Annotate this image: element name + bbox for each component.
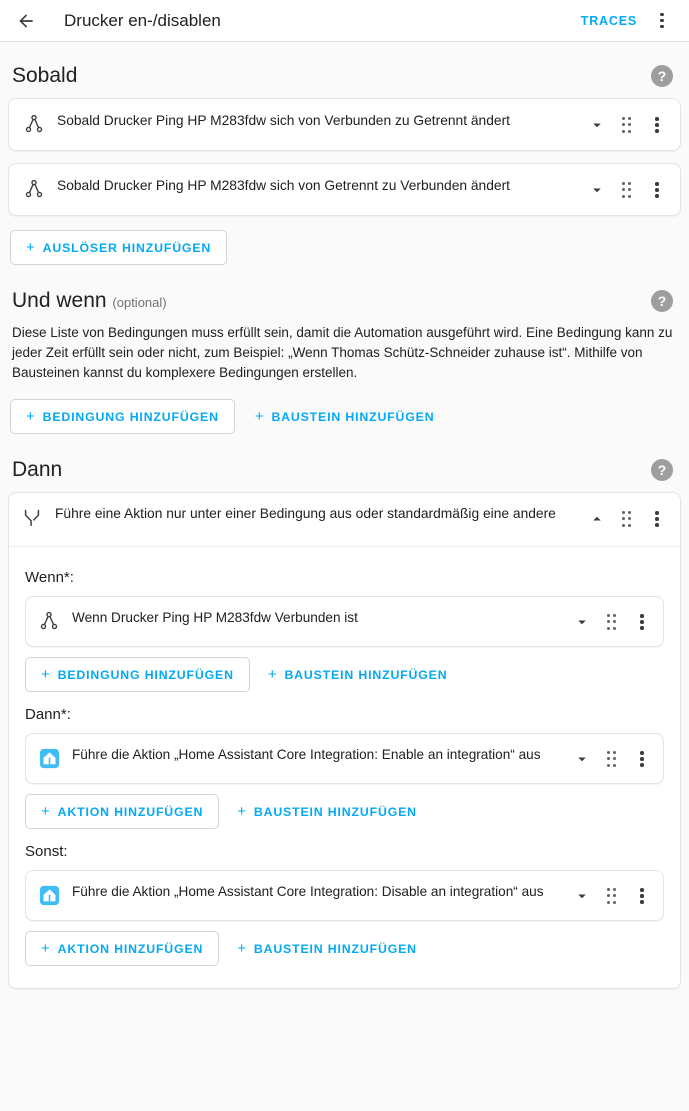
if-then-header-row[interactable] <box>9 493 680 547</box>
else-action-row <box>26 871 663 920</box>
if-label: Wenn*: <box>25 569 74 586</box>
condition-title-text: Und wenn <box>12 289 107 312</box>
condition-actions <box>8 397 681 436</box>
else-action-description: Führe die Aktion „Home Assistant Core Integration: Disable an integration“ aus <box>72 884 544 899</box>
add-condition-button[interactable] <box>10 399 235 434</box>
trigger-section-header <box>8 42 681 98</box>
help-icon[interactable]: ? <box>651 65 673 87</box>
if-actions <box>25 657 664 698</box>
collapse-chevron-up-icon[interactable] <box>582 504 612 534</box>
if-then-body <box>9 547 680 988</box>
drag-handle-icon[interactable] <box>612 110 642 140</box>
if-then-action-card <box>8 492 681 989</box>
drag-handle-icon[interactable] <box>597 607 627 637</box>
row-overflow-menu-icon[interactable] <box>642 175 672 205</box>
else-actions <box>25 931 664 972</box>
home-assistant-icon <box>36 882 62 908</box>
then-add-action-button[interactable] <box>25 794 219 829</box>
page-title: Drucker en-/disablen <box>64 10 221 30</box>
trigger-section-title: Sobald <box>12 64 78 87</box>
home-assistant-icon <box>36 745 62 771</box>
row-overflow-menu-icon[interactable] <box>642 110 672 140</box>
expand-chevron-down-icon[interactable] <box>567 744 597 774</box>
drag-handle-icon[interactable] <box>612 504 642 534</box>
plus-icon: + <box>237 940 247 957</box>
device-condition-icon <box>36 608 62 634</box>
else-action-card[interactable] <box>25 870 664 921</box>
plus-icon: + <box>41 803 51 820</box>
plus-icon: + <box>267 666 278 683</box>
if-condition-description: Wenn Drucker Ping HP M283fdw Verbunden ist <box>72 610 358 625</box>
plus-icon: + <box>41 940 51 957</box>
condition-optional-label: (optional) <box>112 295 167 310</box>
plus-icon: + <box>26 408 36 425</box>
drag-handle-icon[interactable] <box>612 175 642 205</box>
device-trigger-icon <box>21 176 47 202</box>
trigger-row <box>9 164 680 215</box>
expand-chevron-down-icon[interactable] <box>582 175 612 205</box>
back-icon[interactable] <box>12 7 40 35</box>
then-add-building-block-label: BAUSTEIN HINZUFÜGEN <box>253 804 417 819</box>
expand-chevron-down-icon[interactable] <box>582 110 612 140</box>
app-bar <box>0 0 689 42</box>
overflow-menu-icon[interactable] <box>649 7 675 35</box>
device-trigger-icon <box>21 111 47 137</box>
plus-icon: + <box>254 408 265 425</box>
then-add-action-label: AKTION HINZUFÜGEN <box>57 804 204 819</box>
drag-handle-icon[interactable] <box>597 881 627 911</box>
expand-chevron-down-icon[interactable] <box>567 881 597 911</box>
trigger-actions <box>8 228 681 267</box>
if-condition-card[interactable] <box>25 596 664 647</box>
add-building-block-button[interactable] <box>245 400 445 433</box>
add-trigger-button[interactable] <box>10 230 227 265</box>
condition-description: Diese Liste von Bedingungen muss erfüllt sein, damit die Automation ausgeführt wird. Eine Bedingung kann zu jeder Zeit erfüllt sein oder nicht, zum Beispiel: „Wenn Thomas Schütz-Schneider zuhause ist“. Mithilfe von Bausteinen kannst du komplexere Bedingungen erstellen. <box>12 325 673 380</box>
expand-chevron-down-icon[interactable] <box>567 607 597 637</box>
then-action-card[interactable] <box>25 733 664 784</box>
if-then-icon <box>19 505 45 531</box>
if-condition-row <box>26 597 663 646</box>
action-section-header <box>8 436 681 492</box>
help-icon[interactable]: ? <box>651 459 673 481</box>
action-section-title: Dann <box>12 458 63 481</box>
row-overflow-menu-icon[interactable] <box>627 607 657 637</box>
then-action-row <box>26 734 663 783</box>
row-overflow-menu-icon[interactable] <box>642 504 672 534</box>
else-add-action-button[interactable] <box>25 931 219 966</box>
plus-icon: + <box>41 666 51 683</box>
add-building-block-label: BAUSTEIN HINZUFÜGEN <box>271 409 435 424</box>
then-add-building-block-button[interactable] <box>227 795 427 828</box>
else-add-action-label: AKTION HINZUFÜGEN <box>57 941 204 956</box>
help-icon[interactable]: ? <box>651 290 673 312</box>
if-add-condition-label: BEDINGUNG HINZUFÜGEN <box>57 667 234 682</box>
else-add-building-block-button[interactable] <box>227 932 427 965</box>
trigger-description: Sobald Drucker Ping HP M283fdw sich von Verbunden zu Getrennt ändert <box>57 113 511 128</box>
row-overflow-menu-icon[interactable] <box>627 744 657 774</box>
traces-button[interactable]: TRACES <box>580 13 637 28</box>
plus-icon: + <box>237 803 247 820</box>
condition-section-title <box>12 289 167 313</box>
add-trigger-label: AUSLÖSER HINZUFÜGEN <box>42 240 212 255</box>
if-add-condition-button[interactable] <box>25 657 250 692</box>
then-action-description: Führe die Aktion „Home Assistant Core Integration: Enable an integration“ aus <box>72 747 541 762</box>
row-overflow-menu-icon[interactable] <box>627 881 657 911</box>
if-add-building-block-button[interactable] <box>258 658 458 691</box>
trigger-description: Sobald Drucker Ping HP M283fdw sich von Getrennt zu Verbunden ändert <box>57 178 511 193</box>
plus-icon: + <box>26 239 36 256</box>
drag-handle-icon[interactable] <box>597 744 627 774</box>
then-label: Dann*: <box>25 706 71 723</box>
trigger-row <box>9 99 680 150</box>
else-label: Sonst: <box>25 843 68 860</box>
if-then-description: Führe eine Aktion nur unter einer Bedingung aus oder standardmäßig eine andere <box>55 506 556 521</box>
page-content <box>0 42 689 1025</box>
then-actions <box>25 794 664 835</box>
trigger-card[interactable] <box>8 98 681 151</box>
condition-section-header <box>8 267 681 323</box>
if-add-building-block-label: BAUSTEIN HINZUFÜGEN <box>284 667 448 682</box>
else-add-building-block-label: BAUSTEIN HINZUFÜGEN <box>253 941 417 956</box>
trigger-card[interactable] <box>8 163 681 216</box>
add-condition-label: BEDINGUNG HINZUFÜGEN <box>42 409 219 424</box>
